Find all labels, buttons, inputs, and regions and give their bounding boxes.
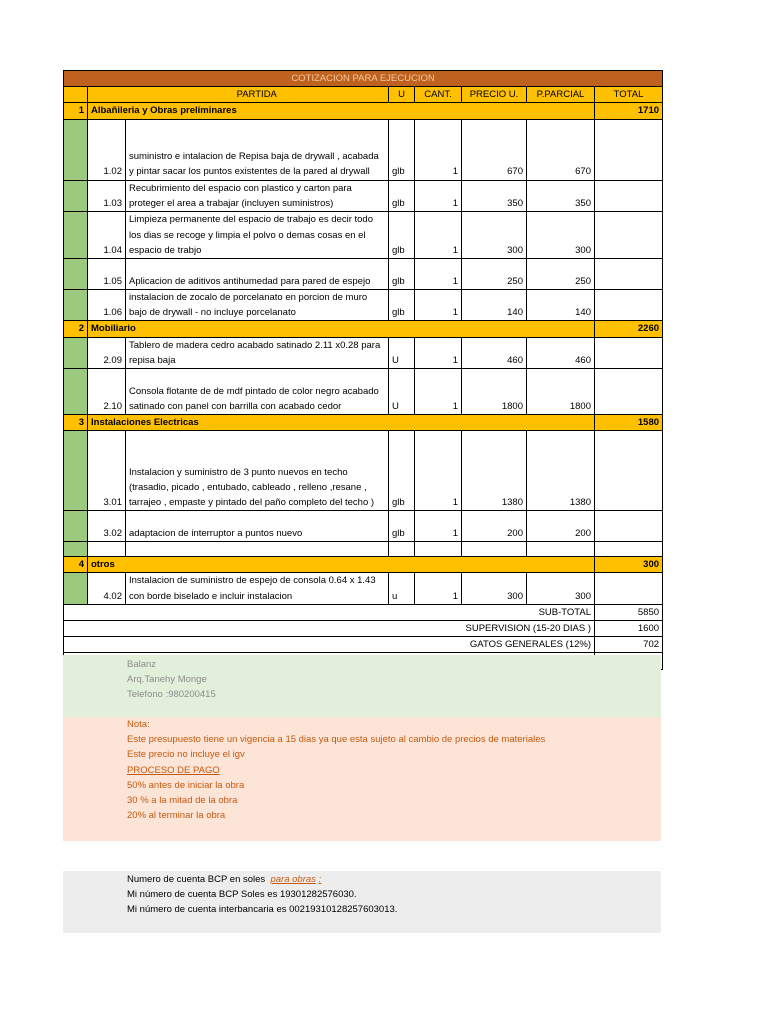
header-unit: U — [389, 87, 415, 103]
section-row: 3 Instalaciones Electricas 1580 — [64, 415, 663, 431]
phone-number: Telefono :980200415 — [127, 689, 216, 700]
note-heading: Nota: — [127, 719, 150, 730]
header-quantity: CANT. — [415, 87, 462, 103]
table-row: 1.05 Aplicacion de aditivos antihumedad para pared de espejo glb 1 250 250 — [64, 259, 663, 290]
section-name: Mobiliario — [88, 321, 595, 337]
section-total: 1710 — [595, 103, 663, 119]
supervision-row: SUPERVISION (15-20 DIAS ) 1600 — [64, 621, 663, 637]
payment-step-3: 20% al terminar la obra — [127, 810, 226, 821]
section-name: Instalaciones Electricas — [88, 415, 595, 431]
empty-row — [64, 542, 663, 557]
section-name: Albañileria y Obras preliminares — [88, 103, 595, 119]
payment-heading: PROCESO DE PAGO — [127, 765, 220, 776]
item-description: Instalacion y suministro de 3 punto nuevos en techo (trasadio, picado , entubado, cableado , relleno ,resane , tarrajeo , empaste y pintado del paño completo del techo ) — [126, 431, 389, 511]
table-row: 2.10 Consola flotante de de mdf pintado de color negro acabado satinado con panel con barrilla con acabado cedor U 1 1800 1800 — [64, 369, 663, 415]
bcp-account: Mi número de cuenta BCP Soles es 19301282576030. — [127, 889, 357, 900]
item-description: Instalacion de suministro de espejo de consola 0.64 x 1.43 con borde biselado e incluir instalacion — [126, 573, 389, 604]
section-total: 300 — [595, 557, 663, 573]
item-description: adaptacion de interruptor a puntos nuevo — [126, 511, 389, 542]
item-description: instalacion de zocalo de porcelanato en porcion de muro bajo de drywall - no incluye porcelanato — [126, 290, 389, 321]
header-blank — [64, 87, 88, 103]
section-row: 4 otros 300 — [64, 557, 663, 573]
payment-step-1: 50% antes de iniciar la obra — [127, 780, 245, 791]
section-name: otros — [88, 557, 595, 573]
header-total: TOTAL — [595, 87, 663, 103]
table-row: 2.09 Tablero de madera cedro acabado satinado 2.11 x0.28 para repisa baja U 1 460 460 — [64, 337, 663, 368]
item-description: Consola flotante de de mdf pintado de color negro acabado satinado con panel con barrilla con acabado cedor — [126, 369, 389, 415]
section-total: 2260 — [595, 321, 663, 337]
table-row: 3.02 adaptacion de interruptor a puntos nuevo glb 1 200 200 — [64, 511, 663, 542]
general-expenses-row: GATOS GENERALES (12%) 702 — [64, 637, 663, 653]
table-row: 3.01 Instalacion y suministro de 3 punto nuevos en techo (trasadio, picado , entubado, cableado , relleno ,resane , tarrajeo , empaste y pintado del paño completo del techo ) glb 1 1380 1380 — [64, 431, 663, 511]
item-description: suministro e intalacion de Repisa baja de drywall , acabada y pintar sacar los puntos existentes de la pared al drywall — [126, 119, 389, 180]
table-row: 1.06 instalacion de zocalo de porcelanato en porcion de muro bajo de drywall - no incluye porcelanato glb 1 140 140 — [64, 290, 663, 321]
company-name: Balanz — [127, 659, 157, 670]
section-total: 1580 — [595, 415, 663, 431]
note-box — [63, 717, 661, 841]
note-igv: Este precio no incluye el igv — [127, 749, 245, 760]
table-row: 1.04 Limpieza permanente del espacio de trabajo es decir todo los dias se recoge y limpia el polvo o demas cosas en el espacio de trabjo glb 1 300 300 — [64, 212, 663, 259]
quote-table — [63, 70, 663, 670]
item-description: Tablero de madera cedro acabado satinado 2.11 x0.28 para repisa baja — [126, 337, 389, 368]
bank-heading: Numero de cuenta BCP en soles para obras : — [127, 874, 322, 885]
header-partida: PARTIDA — [126, 87, 389, 103]
header-partial: P.PARCIAL — [527, 87, 595, 103]
item-description: Recubrimiento del espacio con plastico y carton para proteger el area a trabajar (incluyen suministros) — [126, 180, 389, 211]
table-title: COTIZACION PARA EJECUCION — [64, 71, 663, 87]
note-validity: Este presupuesto tiene un vigencia a 15 dias ya que esta sujeto al cambio de precios de materiales — [127, 734, 546, 745]
architect-name: Arq.Tanehy Monge — [127, 674, 207, 685]
table-row: 4.02 Instalacion de suministro de espejo de consola 0.64 x 1.43 con borde biselado e incluir instalacion u 1 300 300 — [64, 573, 663, 604]
payment-step-2: 30 % a la mitad de la obra — [127, 795, 238, 806]
interbank-account: Mi número de cuenta interbancaria es 00219310128257603013. — [127, 904, 398, 915]
section-row: 2 Mobiliario 2260 — [64, 321, 663, 337]
item-description: Limpieza permanente del espacio de trabajo es decir todo los dias se recoge y limpia el polvo o demas cosas en el espacio de trabjo — [126, 212, 389, 259]
bank-box — [63, 871, 661, 933]
item-description: Aplicacion de aditivos antihumedad para pared de espejo — [126, 259, 389, 290]
subtotal-row: SUB-TOTAL 5850 — [64, 604, 663, 620]
table-row: 1.02 suministro e intalacion de Repisa baja de drywall , acabada y pintar sacar los puntos existentes de la pared al drywall glb 1 670 670 — [64, 119, 663, 180]
obras-link[interactable]: para obras — [270, 874, 316, 885]
header-unit-price: PRECIO U. — [462, 87, 527, 103]
section-row: 1 Albañileria y Obras preliminares 1710 — [64, 103, 663, 119]
table-row: 1.03 Recubrimiento del espacio con plastico y carton para proteger el area a trabajar (incluyen suministros) glb 1 350 350 — [64, 180, 663, 211]
